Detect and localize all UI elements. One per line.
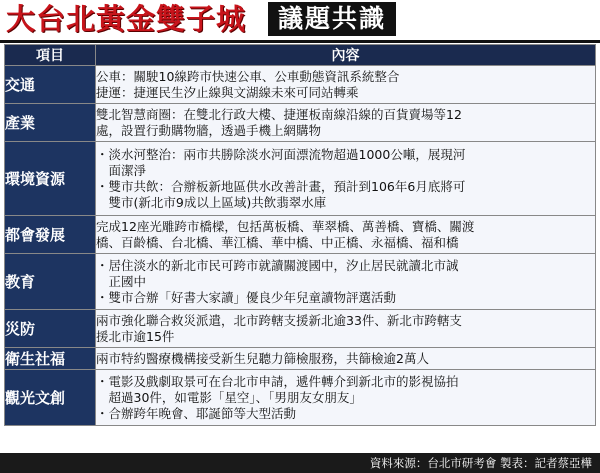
category-cell: 教育 (5, 254, 96, 310)
category-cell: 環境資源 (5, 142, 96, 216)
content-line: ・淡水河整治：兩市共勝除淡水河面漂流物超過1000公噸，展現河 (96, 146, 466, 162)
main-title: 大台北黃金雙子城 (6, 2, 247, 36)
content-line: ・合辦跨年晚會、耶誕節等大型活動 (96, 405, 297, 421)
category-cell: 都會發展 (5, 216, 96, 254)
table-row (5, 254, 596, 310)
table-row (5, 142, 596, 216)
content-line: 橋、百齡橋、台北橋、華江橋、華中橋、中正橋、永福橋、福和橋 (96, 234, 459, 250)
content-line: ・雙市合辦「好書大家讀」優良少年兒童讀物評選活動 (96, 289, 397, 305)
content-cell (96, 104, 596, 142)
content-line: 面潔淨 (96, 162, 147, 178)
content-line: 超過30件，如電影「星空」、「男朋友女朋友」 (96, 389, 362, 405)
content-line: 雙市(新北市9成以上區域)共飲翡翠水庫 (96, 194, 327, 210)
content-cell (96, 348, 596, 370)
table-row (5, 66, 596, 104)
content-cell (96, 216, 596, 254)
content-line: 處，設置行動購物牆，透過手機上網購物 (96, 122, 322, 138)
content-line: ・電影及戲劇取景可在台北市申請，遞件轉介到新北市的影視協拍 (96, 373, 459, 389)
content-line: 援北市逾15件 (96, 328, 175, 344)
category-cell: 衛生社福 (5, 348, 96, 370)
category-cell: 觀光文創 (5, 370, 96, 426)
content-line: 正國中 (96, 273, 147, 289)
content-cell (96, 142, 596, 216)
column-header-content: 內容 (96, 45, 596, 66)
content-line: 完成12座光雕跨市橋樑，包括萬板橋、華翠橋、萬善橋、寶橋、關渡 (96, 218, 475, 234)
source-credit: 資料來源：台北市研考會 製表：記者蔡亞樺 (369, 456, 592, 470)
content-line: ・雙市共飲：合辦板新地區供水改善計畫，預計到106年6月底將可 (96, 178, 466, 194)
column-header-item: 項目 (5, 45, 96, 66)
content-line: 雙北智慧商圈：在雙北行政大樓、捷運板南線沿線的百貨賣場等12 (96, 106, 462, 122)
content-line: 捷運：捷運民生汐止線與文湖線未來可同站轉乘 (96, 84, 359, 100)
sub-title: 議題共識 (268, 2, 396, 36)
table-row (5, 348, 596, 370)
content-line: 公車：關駛10線跨市快速公車、公車動態資訊系統整合 (96, 68, 400, 84)
table-row (5, 310, 596, 348)
category-cell: 災防 (5, 310, 96, 348)
content-line: 兩市強化聯合救災派遣，北市跨轄支援新北逾33件、新北市跨轄支 (96, 312, 462, 328)
content-line: ・居住淡水的新北市民可跨市就讀關渡國中，汐止居民就讀北市誠 (96, 257, 459, 273)
table-row (5, 104, 596, 142)
table-header-row (5, 45, 596, 66)
content-cell (96, 66, 596, 104)
content-cell (96, 310, 596, 348)
content-line: 兩市特約醫療機構接受新生兒聽力篩檢服務，共篩檢逾2萬人 (96, 350, 429, 366)
table-row (5, 216, 596, 254)
consensus-table (4, 44, 596, 426)
table-row (5, 370, 596, 426)
source-footer (0, 453, 600, 473)
header-bar (0, 0, 600, 43)
content-cell (96, 370, 596, 426)
category-cell: 產業 (5, 104, 96, 142)
content-cell (96, 254, 596, 310)
category-cell: 交通 (5, 66, 96, 104)
